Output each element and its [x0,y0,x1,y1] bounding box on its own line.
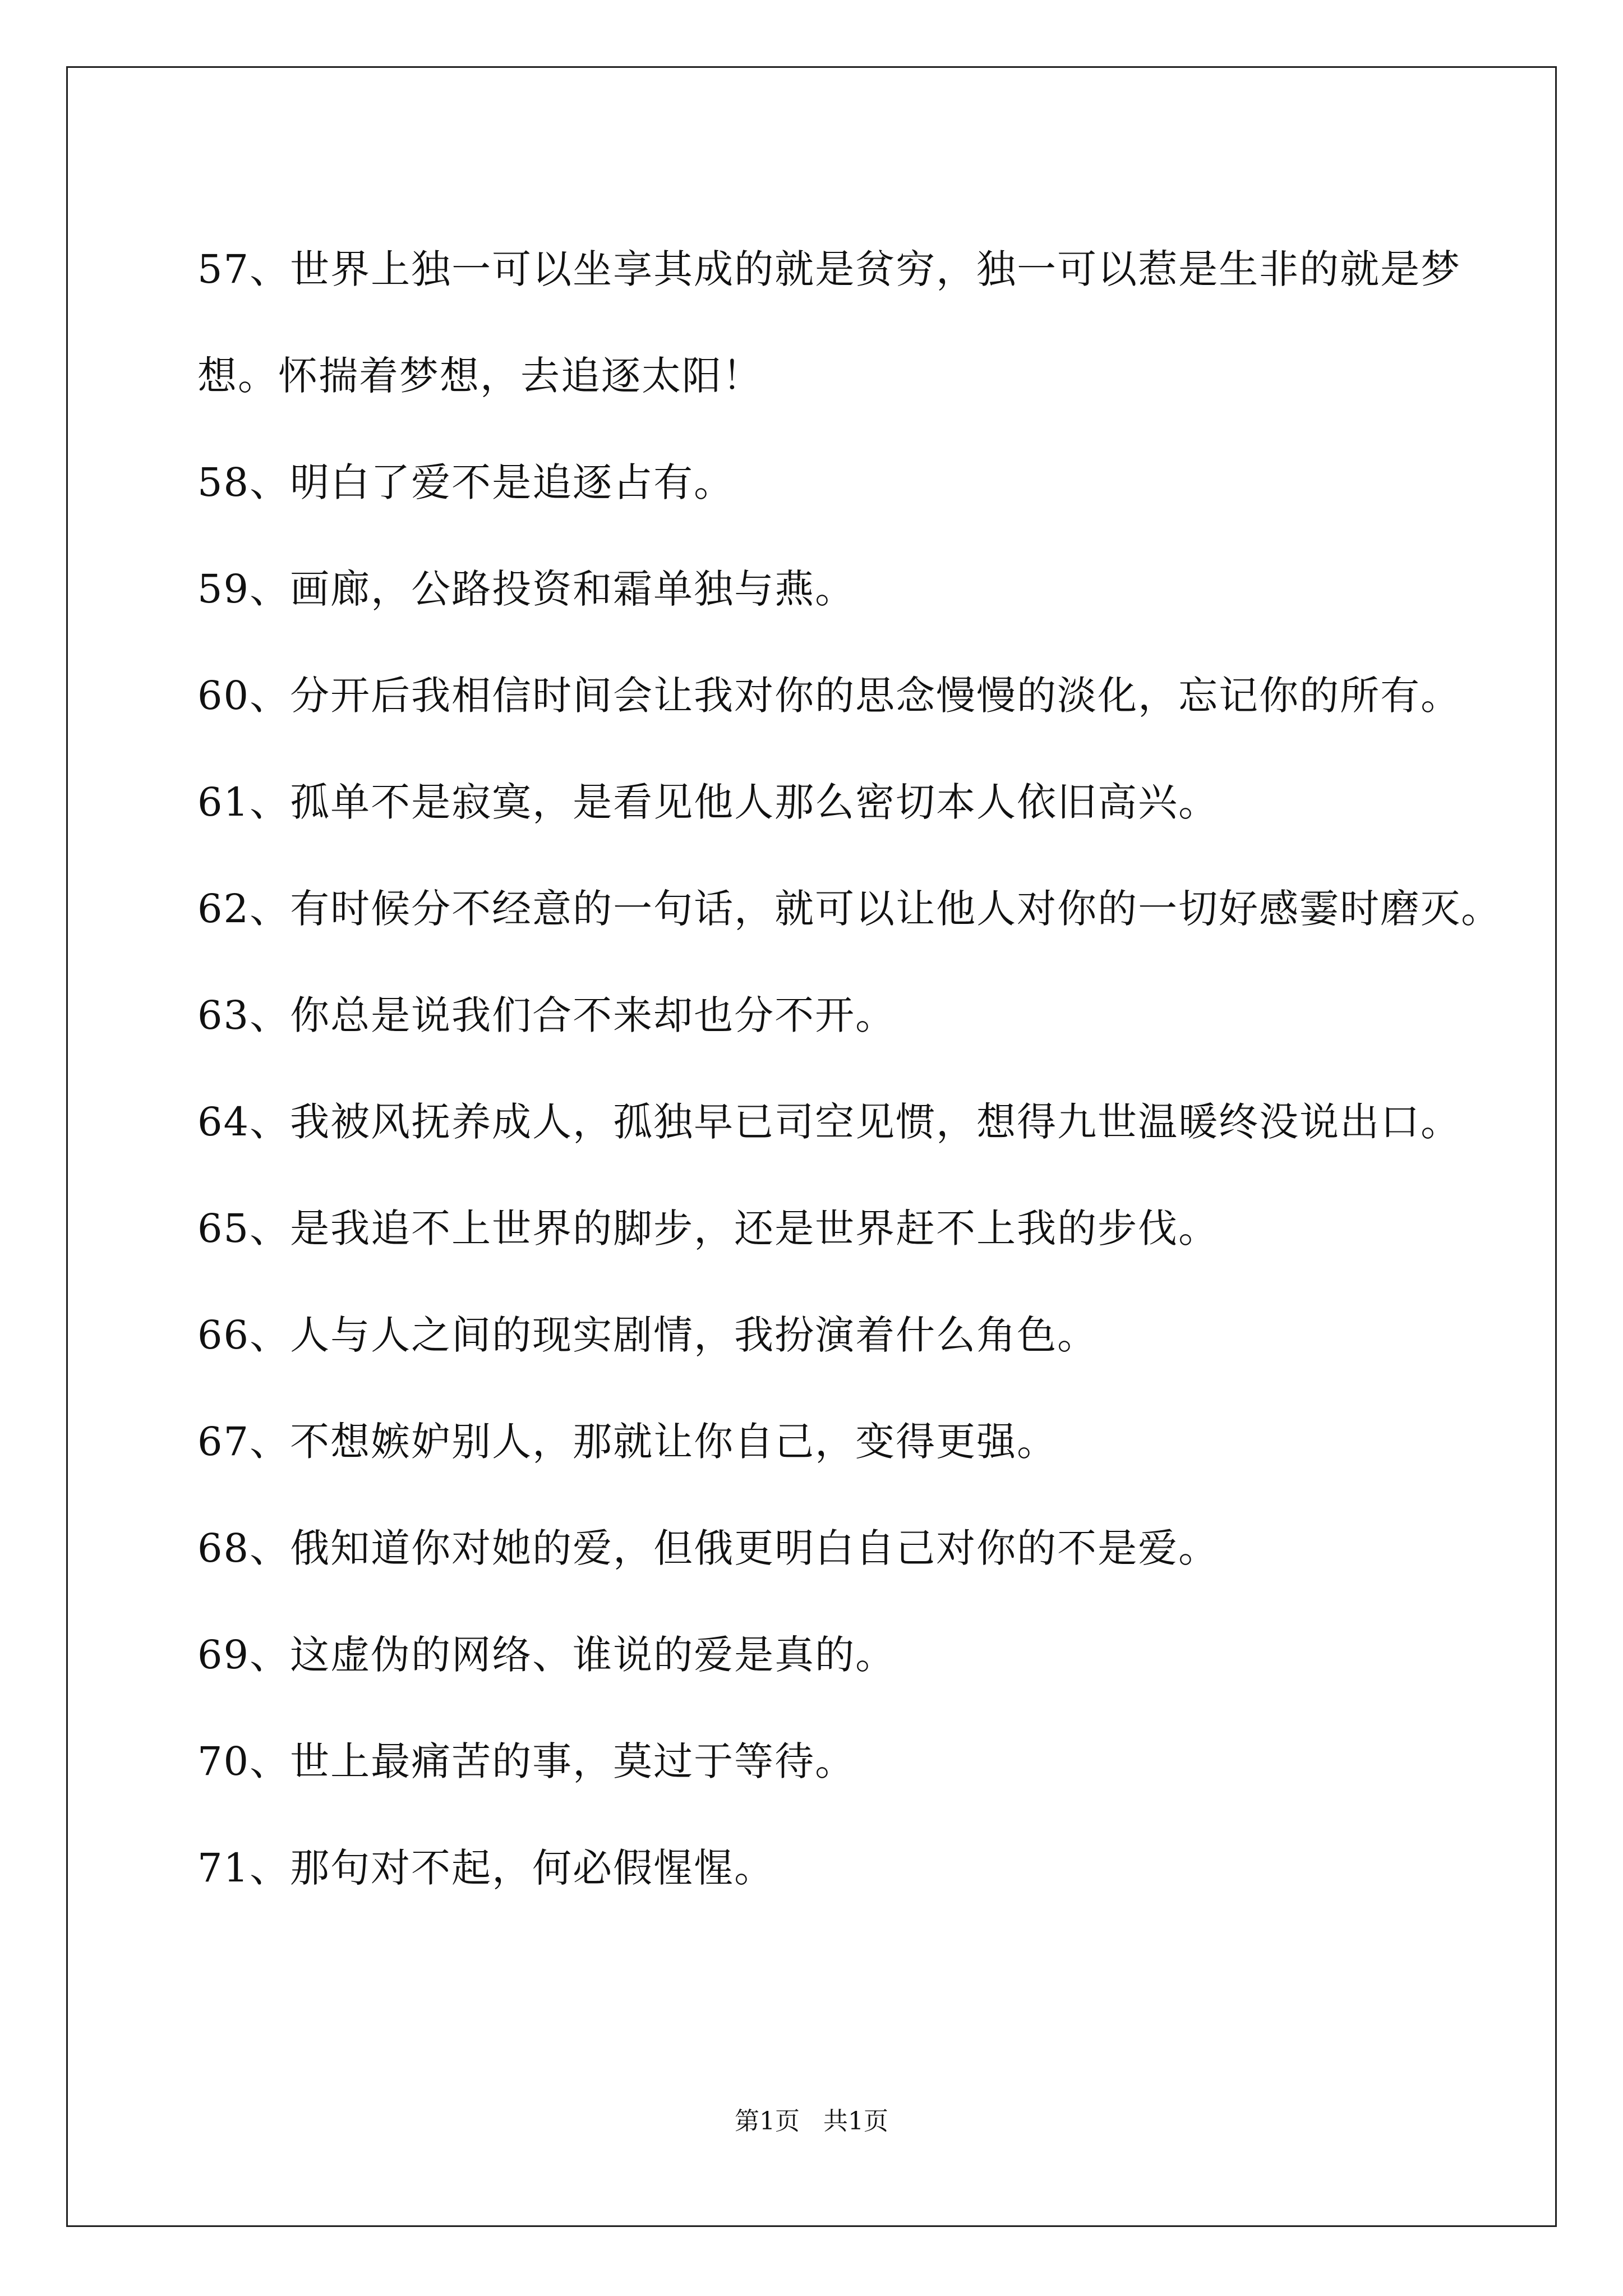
list-item: 64、我被风抚养成人，孤独早已司空见惯，想得九世温暖终没说出口。 [197,1099,1461,1145]
list-item: 71、那句对不起，何必假惺惺。 [197,1845,775,1891]
list-item: 61、孤单不是寂寞，是看见他人那么密切本人依旧高兴。 [197,779,1219,825]
list-item: 66、人与人之间的现实剧情，我扮演着什么角色。 [197,1312,1098,1358]
list-item: 62、有时候分不经意的一句话，就可以让他人对你的一切好感霎时磨灭。 [197,886,1502,932]
list-item: 59、画廊，公路投资和霜单独与燕。 [197,566,856,612]
list-item: 63、你总是说我们合不来却也分不开。 [197,992,896,1038]
list-item: 57、世界上独一可以坐享其成的就是贫穷，独一可以惹是生非的就是梦想。怀揣着梦想，去追逐太阳！ [197,246,1461,399]
list-item: 60、分开后我相信时间会让我对你的思念慢慢的淡化，忘记你的所有。 [197,673,1461,719]
list-item: 65、是我追不上世界的脚步，还是世界赶不上我的步伐。 [197,1205,1219,1251]
list-item: 58、明白了爱不是追逐占有。 [197,459,735,505]
list-item: 69、这虚伪的网络、谁说的爱是真的。 [197,1632,896,1678]
list-item: 68、俄知道你对她的爱，但俄更明白自己对你的不是爱。 [197,1525,1219,1571]
page-number-footer: 第1页 共1页 [735,2107,888,2136]
list-item: 67、不想嫉妒别人，那就让你自己，变得更强。 [197,1419,1058,1465]
list-item: 70、世上最痛苦的事，莫过于等待。 [197,1738,856,1784]
document-body [197,216,1504,1921]
